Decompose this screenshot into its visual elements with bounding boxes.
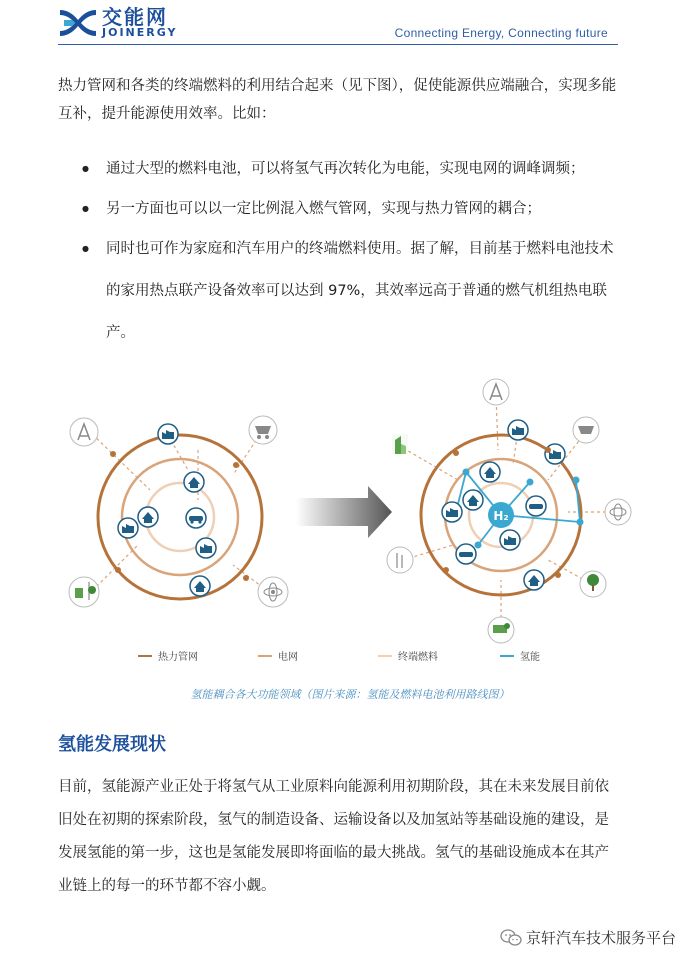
header-divider: [58, 44, 618, 45]
wind-turbine-icon: [387, 547, 413, 573]
legend-swatch: [258, 655, 272, 657]
wechat-icon: [500, 928, 522, 948]
hydrogen-coupling-diagram: [58, 370, 642, 670]
bullet-item: ● 另一方面也可以以一定比例混入燃气管网，实现与热力管网的耦合；: [88, 195, 618, 223]
factory-node-icon: [442, 502, 462, 522]
intro-paragraph: 热力管网和各类的终端燃料的利用结合起来（见下图），促使能源供应端融合，实现多能互补，提升能源使用效率。比如：: [58, 78, 617, 122]
renewables-icon: [69, 577, 99, 607]
legend-label: 氢能: [520, 652, 540, 663]
joinergy-logo[interactable]: [58, 6, 208, 40]
house-node-icon: [138, 507, 158, 527]
legend-item: [258, 648, 298, 663]
header-tagline: Connecting Energy, Connecting future: [394, 26, 608, 40]
legend-item: [138, 648, 198, 663]
green-building-icon: [392, 434, 408, 454]
factory-node-icon: [196, 538, 216, 558]
legend-swatch: [138, 655, 152, 657]
footer-watermark: [500, 927, 676, 948]
logo-mark-icon: [58, 6, 98, 38]
bullet-item: ● 同时也可作为家庭和汽车用户的终端燃料使用。据了解，目前基于燃料电池技术的家用热点联产设备效率可以达到 97%，其效率远高于普通的燃气机组热电联产。: [88, 228, 618, 354]
right-system: [387, 379, 631, 643]
drill-rig-icon: [70, 418, 98, 446]
house-node-icon: [524, 570, 544, 590]
svg-text:H₂: H₂: [493, 509, 509, 523]
legend-item: [500, 648, 540, 663]
legend-swatch: [500, 655, 514, 657]
section-title: 氢能发展现状: [58, 734, 166, 755]
car-node-icon: [186, 508, 206, 528]
factory-node-icon: [118, 518, 138, 538]
car-node-icon: [456, 544, 476, 564]
house-node-icon: [190, 576, 210, 596]
figure-caption: 氢能耦合各大功能领域（图片来源：氢能及燃料电池利用路线图）: [190, 688, 510, 701]
legend-swatch: [378, 655, 392, 657]
drill-rig-icon: [483, 379, 509, 405]
transition-arrow-icon: [296, 486, 392, 538]
section-paragraph: 目前，氢能源产业正处于将氢气从工业原料向能源利用初期阶段，其在未来发展目前依旧处在初期的探索阶段，氢气的制造设备、运输设备以及加氢站等基础设施的建设，是发展氢能的第一步，这也是氢能发展即将面临的最大挑战。氢气的基础设施成本在其产业链上的每一的环节都不容小觑。: [58, 779, 609, 894]
car-node-icon: [526, 496, 546, 516]
atom-icon: [605, 499, 631, 525]
factory-node-icon: [508, 420, 528, 440]
tree-icon: [580, 571, 606, 597]
legend-label: 热力管网: [158, 652, 198, 663]
left-junction-dots: [110, 451, 249, 581]
house-node-icon: [480, 462, 500, 482]
logo-chinese-text: 交能网: [102, 5, 168, 29]
legend-label: 电网: [278, 652, 298, 663]
legend-label: 终端燃料: [398, 652, 438, 663]
left-system: [69, 416, 288, 607]
house-node-icon: [184, 472, 204, 492]
house-node-icon: [463, 490, 483, 510]
logo-english-text: JOINERGY: [102, 26, 178, 39]
solar-panel-icon: [488, 617, 514, 643]
factory-node-icon: [158, 424, 178, 444]
page-header: [0, 0, 700, 50]
bullet-item: ● 通过大型的燃料电池，可以将氢气再次转化为电能，实现电网的调峰调频；: [88, 155, 618, 183]
factory-node-icon: [500, 530, 520, 550]
hydrogen-center-icon: [488, 502, 514, 528]
coal-cart-icon: [573, 417, 599, 443]
coal-cart-icon: [249, 416, 277, 444]
bullet-list: [88, 155, 618, 366]
legend-item: [378, 648, 438, 663]
footer-account-name: 京轩汽车技术服务平台: [525, 929, 676, 947]
diagram-legend: [138, 648, 618, 662]
atom-icon: [258, 577, 288, 607]
